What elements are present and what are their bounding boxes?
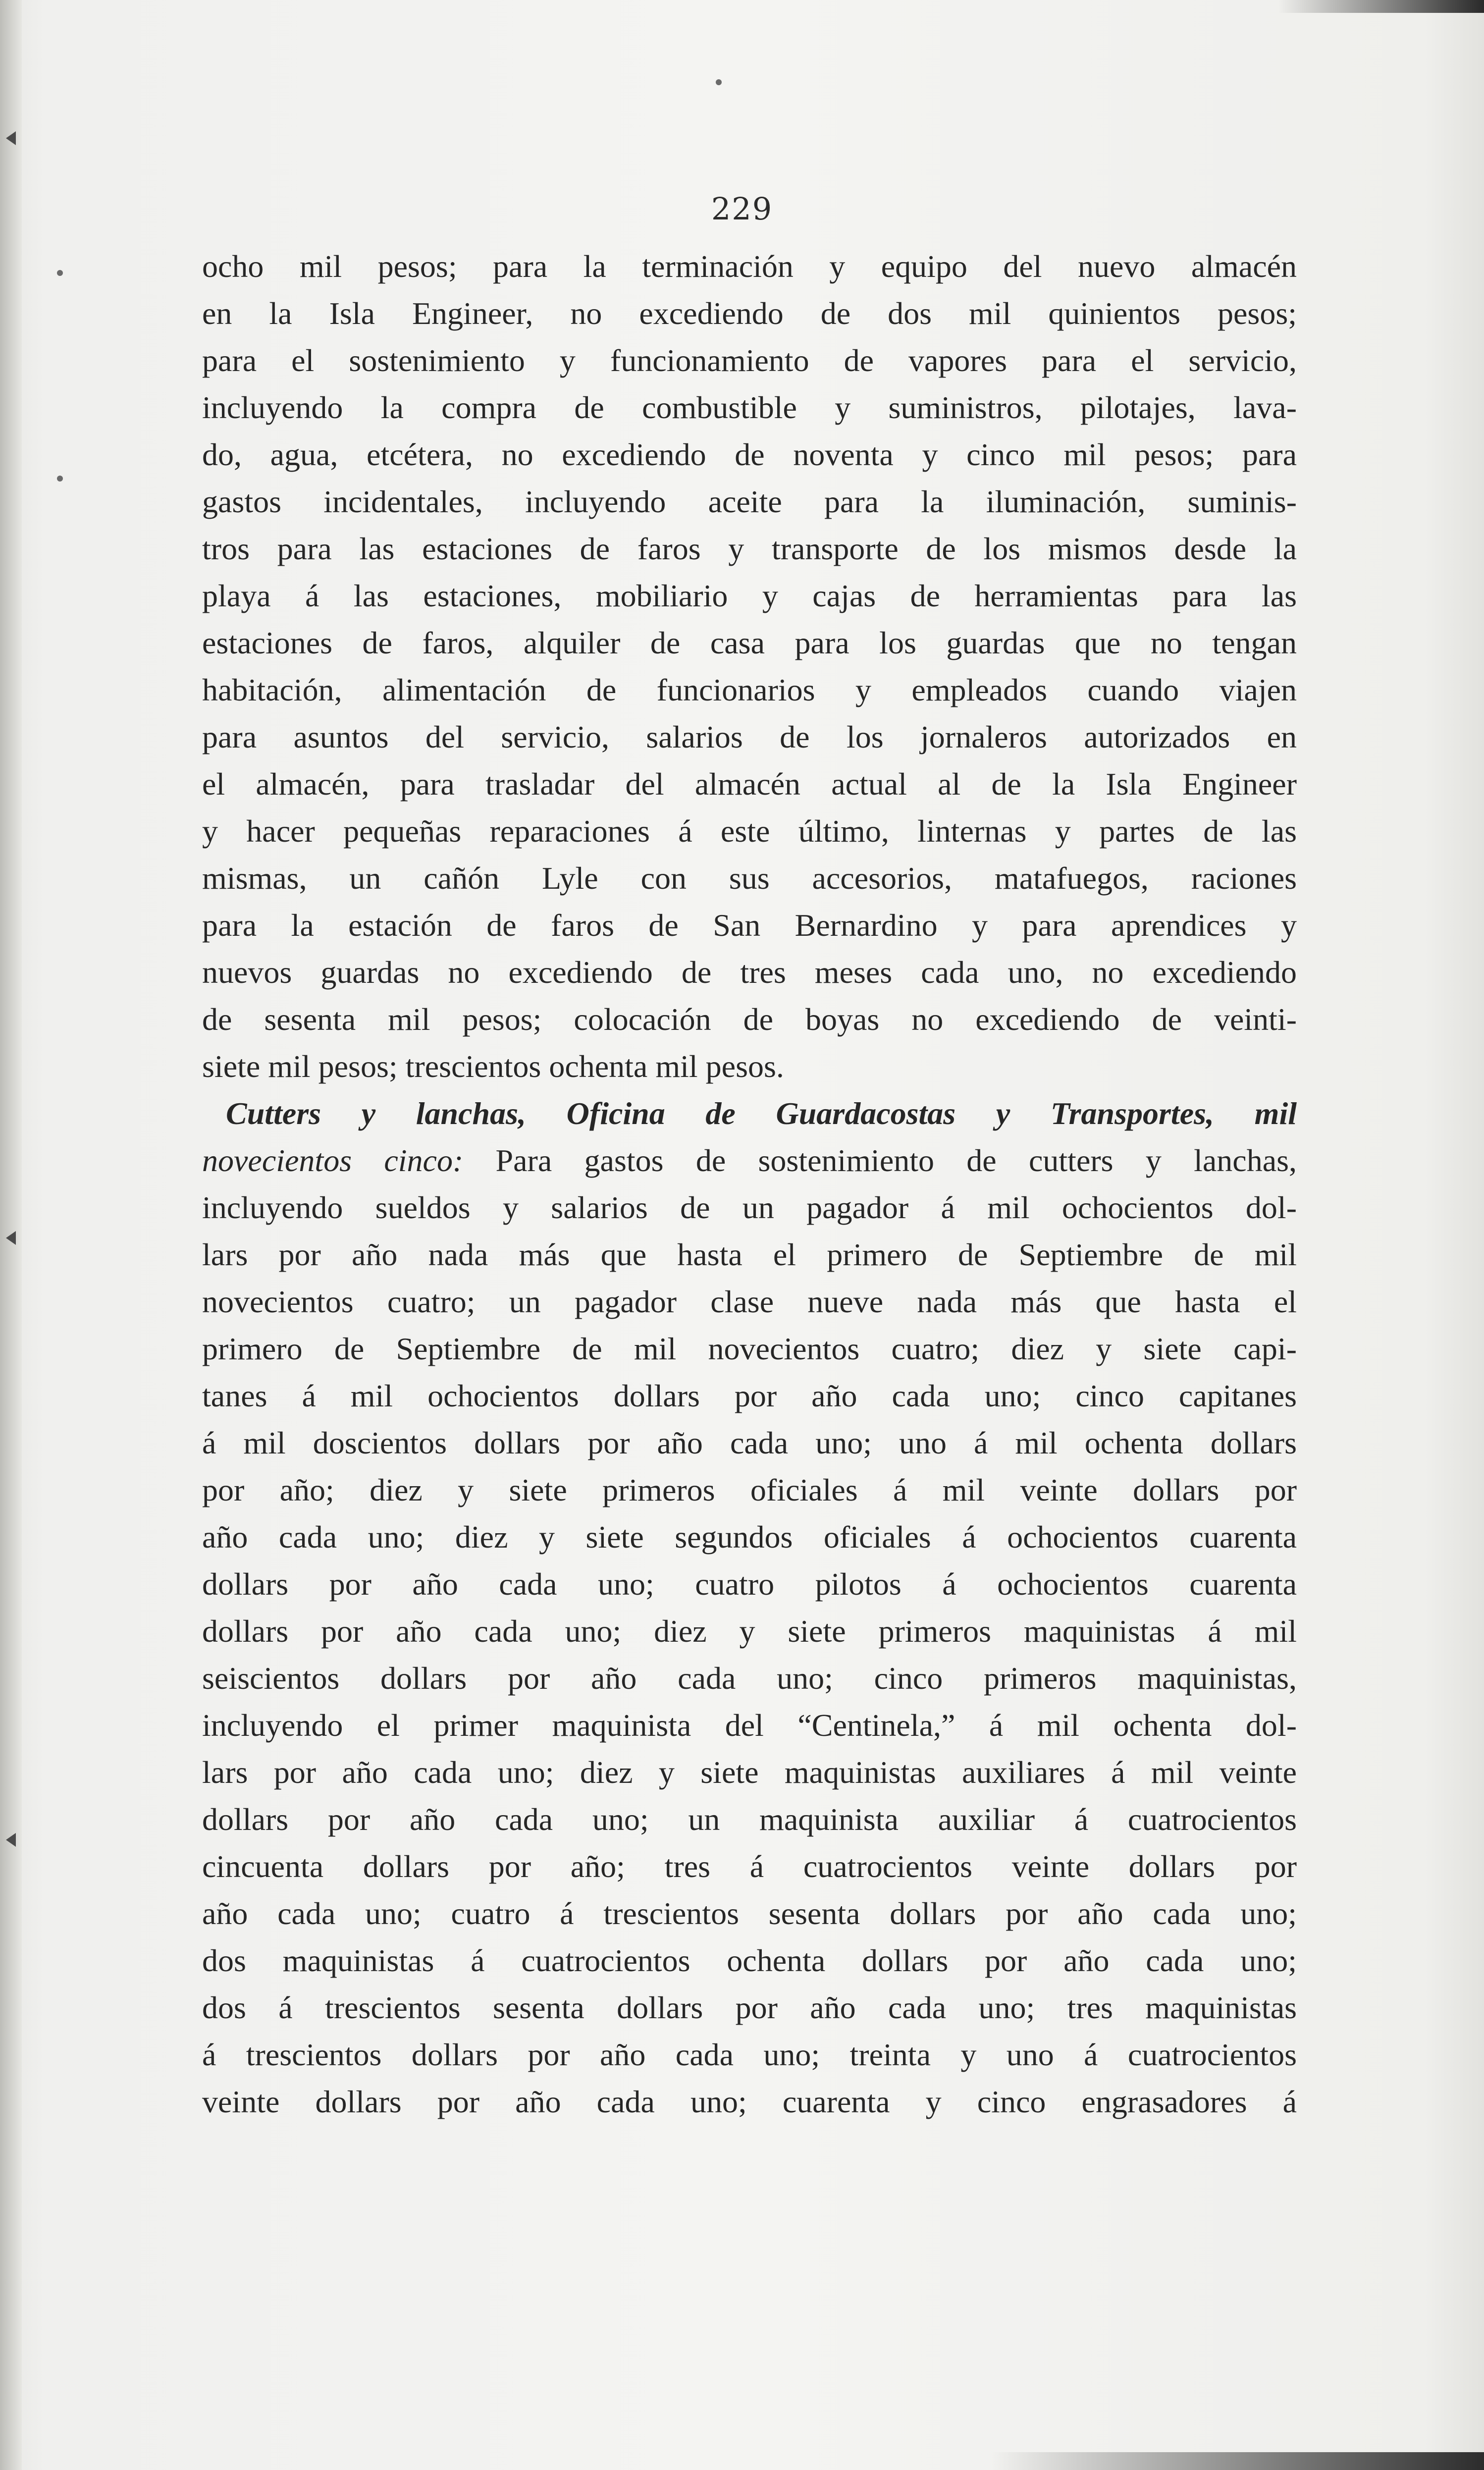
text-line: incluyendo el primer maquinista del “Centinela,” á mil ochenta dol- (202, 1708, 1297, 1743)
text-line: siete mil pesos; trescientos ochenta mil pesos. (202, 1049, 784, 1084)
text-line: y hacer pequeñas reparaciones á este último, linternas y partes de las (202, 813, 1297, 849)
text-line: para asuntos del servicio, salarios de los jornaleros autorizados en (202, 719, 1297, 754)
scan-speck (57, 270, 63, 276)
text-line: lars por año cada uno; diez y siete maquinistas auxiliares á mil veinte (202, 1755, 1297, 1790)
page-bottom-edge-shadow (991, 2452, 1484, 2470)
text-line: playa á las estaciones, mobiliario y cajas de herramientas para las (202, 578, 1297, 613)
margin-mark (6, 1231, 16, 1245)
text-line: veinte dollars por año cada uno; cuarenta y cinco engrasadores á (202, 2084, 1297, 2119)
text-line: incluyendo la compra de combustible y suministros, pilotajes, lava- (202, 390, 1297, 425)
section-heading: Cutters y lanchas, Oficina de Guardacostas y Transportes, mil (226, 1096, 1297, 1131)
text-line: para el sostenimiento y funcionamiento de vapores para el servicio, (202, 343, 1297, 378)
text-line: lars por año nada más que hasta el primero de Septiembre de mil (202, 1237, 1297, 1272)
text-line: tanes á mil ochocientos dollars por año cada uno; cinco capitanes (202, 1378, 1297, 1413)
text-line: á mil doscientos dollars por año cada uno; uno á mil ochenta dollars (202, 1425, 1297, 1460)
text-line: dos maquinistas á cuatrocientos ochenta dollars por año cada uno; (202, 1943, 1297, 1978)
text-line: por año; diez y siete primeros oficiales á mil veinte dollars por (202, 1472, 1297, 1507)
scan-speck (716, 79, 722, 85)
margin-mark (6, 131, 16, 145)
text-line: de sesenta mil pesos; colocación de boyas no excediendo de veinti- (202, 1002, 1297, 1037)
text-line: para la estación de faros de San Bernardino y para aprendices y (202, 908, 1297, 943)
text-line: mismas, un cañón Lyle con sus accesorios, matafuegos, raciones (202, 860, 1297, 896)
text-line: habitación, alimentación de funcionarios y empleados cuando viajen (202, 672, 1297, 707)
text-line: año cada uno; diez y siete segundos oficiales á ochocientos cuarenta (202, 1519, 1297, 1555)
text-line: nuevos guardas no excediendo de tres meses cada uno, no excediendo (202, 955, 1297, 990)
text-line: en la Isla Engineer, no excediendo de dos mil quinientos pesos; (202, 296, 1297, 331)
scan-speck (57, 476, 63, 482)
text-line (202, 1137, 1297, 1184)
text-line: dollars por año cada uno; cuatro pilotos á ochocientos cuarenta (202, 1566, 1297, 1602)
text-line: cincuenta dollars por año; tres á cuatrocientos veinte dollars por (202, 1849, 1297, 1884)
body-text (202, 243, 1297, 2125)
text-line: ocho mil pesos; para la terminación y equipo del nuevo almacén (202, 249, 1297, 284)
section-heading-continuation: novecientos cinco: (202, 1143, 464, 1178)
text-line: gastos incidentales, incluyendo aceite para la iluminación, suminis- (202, 484, 1297, 519)
text-line: dos á trescientos sesenta dollars por año cada uno; tres maquinistas (202, 1990, 1297, 2025)
text-line: estaciones de faros, alquiler de casa para los guardas que no tengan (202, 625, 1297, 660)
text-line: incluyendo sueldos y salarios de un pagador á mil ochocientos dol- (202, 1190, 1297, 1225)
text-line: tros para las estaciones de faros y transporte de los mismos desde la (202, 531, 1297, 566)
text-line: novecientos cuatro; un pagador clase nueve nada más que hasta el (202, 1284, 1297, 1319)
text-line: el almacén, para trasladar del almacén actual al de la Isla Engineer (202, 766, 1297, 802)
text-span: Para gastos de sostenimiento de cutters y lanchas, (463, 1143, 1297, 1178)
paragraph-2 (202, 1090, 1297, 2125)
page-number: 229 (711, 191, 773, 227)
paragraph-1 (202, 243, 1297, 1090)
text-line: dollars por año cada uno; un maquinista auxiliar á cuatrocientos (202, 1802, 1297, 1837)
margin-mark (6, 1833, 16, 1847)
text-line: á trescientos dollars por año cada uno; treinta y uno á cuatrocientos (202, 2037, 1297, 2072)
section-heading-line (202, 1090, 1297, 1137)
text-line: dollars por año cada uno; diez y siete primeros maquinistas á mil (202, 1613, 1297, 1649)
text-line: seiscientos dollars por año cada uno; cinco primeros maquinistas, (202, 1661, 1297, 1696)
page-top-edge-shadow (1278, 0, 1484, 13)
text-line: do, agua, etcétera, no excediendo de noventa y cinco mil pesos; para (202, 437, 1297, 472)
text-line: primero de Septiembre de mil novecientos cuatro; diez y siete capi- (202, 1331, 1297, 1366)
text-line: año cada uno; cuatro á trescientos sesenta dollars por año cada uno; (202, 1896, 1297, 1931)
